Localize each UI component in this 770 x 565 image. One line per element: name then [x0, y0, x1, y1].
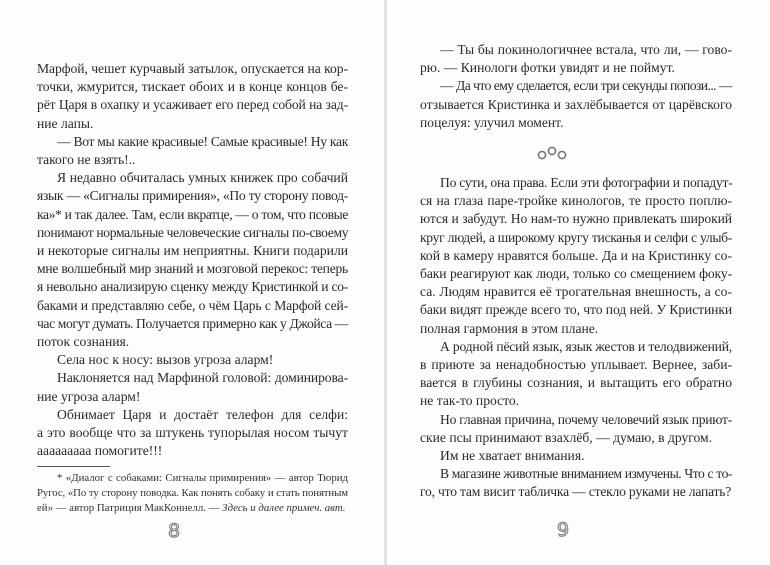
text-line: кой в камеру нравятся больше. Да и на Кристинку со- — [420, 247, 732, 263]
page-number-left: 8 — [168, 520, 181, 542]
text-line: рю. — Кинологи фотки увидят и не поймут. — [420, 60, 675, 76]
right-text-after-ornament — [420, 174, 732, 502]
text-line: Наклоняется над Марфиной головой: доминирова- — [57, 370, 348, 386]
text-line: * «Диалог с собаками: Сигналы примирения» — автор Тюрид — [57, 472, 348, 484]
text-line: полная гармония в этом плане. — [420, 320, 599, 336]
text-line: понимают нормальные человеческие сигналы по-своему — [37, 224, 349, 240]
text-line: Обнимает Царя и достаёт телефон для селфи: — [57, 406, 348, 422]
text-line: ние лапы. — [37, 115, 94, 131]
footnote-divider — [37, 466, 110, 467]
text-line: Я недавно обчиталась умных книжек про собачий — [57, 170, 348, 186]
text-line: — Вот мы какие красивые! Самые красивые! Ну как — [57, 133, 348, 149]
text-line: точки, жмурится, тискает обоих и в конце концов бе- — [37, 79, 348, 95]
text-line: Села нос к носу: вызов угроза аларм! — [57, 352, 274, 368]
text-line: — Да что ему сделается, если три секунды попози... — — [440, 78, 732, 94]
text-line: баками и представляю себе, о чём Царь с Марфой сей- — [37, 297, 348, 313]
text-line: мне волшебный мир знаний и мозговой перекос: теперь — [37, 261, 348, 277]
right-text-before-ornament — [420, 41, 732, 132]
text-line: Ругос, «По ту сторону поводка. Как понять собаку и стать понятным — [37, 487, 348, 499]
text-line: В магазине животные вниманием измучены. Что с то- — [440, 466, 732, 482]
text-line: ются и забудут. Но нам-то нужно привлекать широкий — [420, 211, 732, 227]
ring-middle — [548, 147, 555, 154]
text-line: Но главная причина, почему человечий язык приют- — [440, 411, 732, 427]
ring-left — [538, 151, 545, 158]
text-line: поток сознания. — [37, 334, 130, 350]
ring-right — [558, 151, 565, 158]
text-line: язык — «Сигналы примирения», «По ту сторону повод- — [37, 188, 348, 204]
text-line: в приюте за ненадобностью уплывает. Вернее, заби- — [420, 357, 732, 373]
text-line: такого не взять!.. — [37, 152, 136, 168]
page-number-right: 9 — [557, 519, 570, 541]
text-line: круг людей, а широкому кругу тисканья и селфи с улыб- — [420, 229, 732, 245]
section-break — [420, 132, 732, 174]
footnote-text: ей» — автор Патриция МакКоннелл. — — [37, 502, 223, 514]
text-line: ние угроза аларм! — [37, 388, 141, 404]
right-page — [387, 0, 770, 565]
footnote-line — [37, 501, 348, 516]
text-line: баки реагируют как люди, только со смещением фоку- — [420, 266, 732, 282]
left-page — [0, 0, 384, 565]
right-page-body — [420, 41, 732, 502]
text-line: ся на глаза паре-тройке кинологов, те просто поплю- — [420, 193, 732, 209]
text-line: го, что там висит табличка — стекло руками не лапать? — [420, 484, 732, 500]
text-line: Марфой, чешет курчавый затылок, опускается на кор- — [37, 61, 348, 76]
text-line: и некоторые сигналы им неприятны. Книги подарили — [37, 243, 348, 259]
text-line: час могут думать. Получается примерно как у Джойса — — [37, 315, 348, 331]
footnote — [37, 471, 348, 516]
text-line: не так-то просто. — [420, 393, 520, 409]
text-line: ка»* и так далее. Там, если вкратце, — о том, что псовые — [37, 206, 348, 222]
text-line: рёт Царя в охапку и усаживает его перед собой на зад- — [37, 97, 348, 113]
text-line: а это вообще что за штукень тупорылая носом тычут — [37, 425, 348, 441]
text-line: Им не хватает внимания. — [440, 448, 585, 464]
three-rings-ornament-icon — [532, 145, 572, 161]
footnote-attribution: Здесь и далее примеч. авт. — [222, 502, 346, 514]
text-line: — Ты бы покинологичнее встала, что ли, — гово- — [440, 42, 732, 57]
text-line: А родной пёсий язык, язык жестов и телодвижений, — [440, 338, 732, 354]
text-line: вается в глубины сознания, и вытащить его обратно — [420, 375, 732, 391]
text-line: По сути, она права. Если эти фотографии и попадут- — [440, 175, 733, 191]
text-line: я невольно анализирую сценку между Кристинкой и со- — [37, 279, 348, 295]
text-line: баки видят прежде всего то, что под ней. У Кристинки — [420, 302, 732, 318]
text-line: поцелуя: улучил момент. — [420, 114, 564, 130]
text-line: са. Людям нравится её трогательная внешность, а со- — [420, 284, 732, 300]
left-page-body — [37, 60, 348, 460]
text-line: отзывается Кристинка и захлёбывается от царёвского — [420, 96, 732, 112]
text-line: ские псы принимают взахлёб, — думаю, в другом. — [420, 429, 713, 445]
text-line: ааааааааа помогите!!! — [37, 443, 163, 459]
